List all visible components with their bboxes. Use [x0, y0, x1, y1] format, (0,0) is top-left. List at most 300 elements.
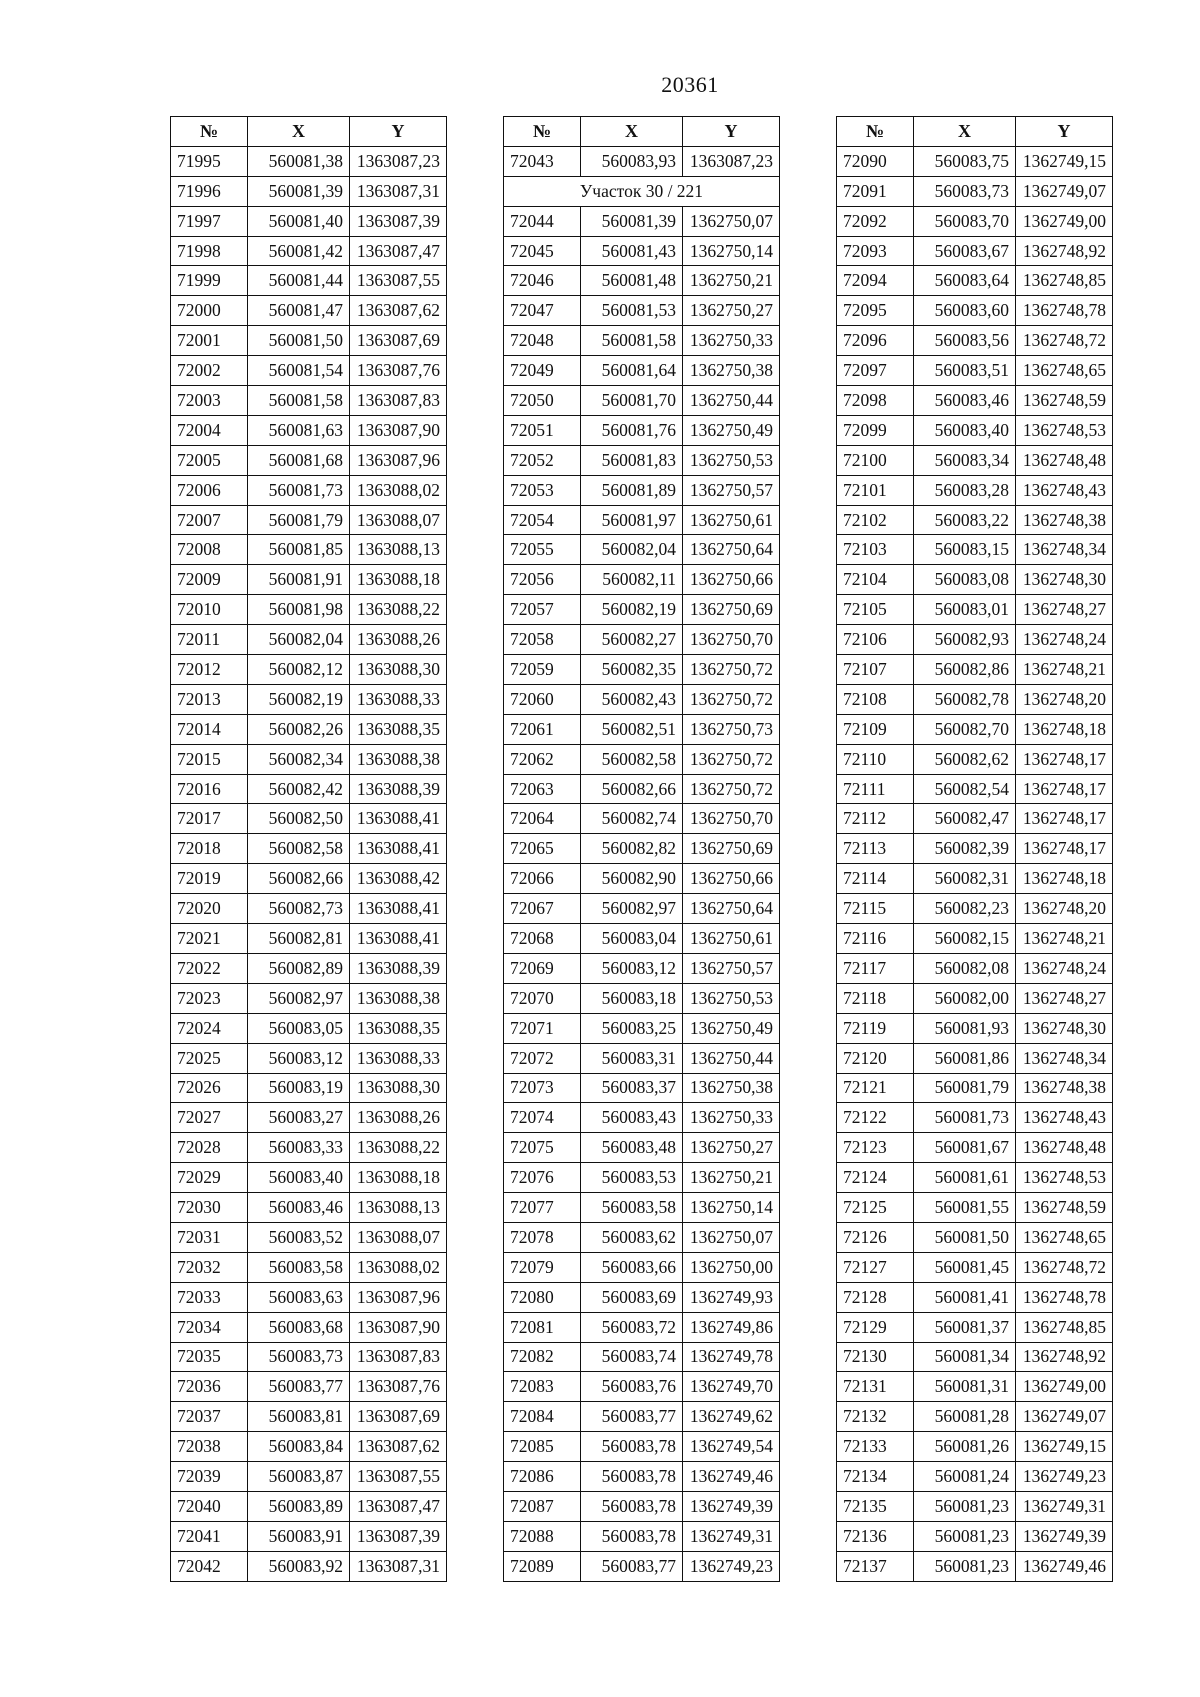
x-coordinate-cell: 560081,97	[581, 505, 683, 535]
x-coordinate-cell: 560083,37	[581, 1073, 683, 1103]
x-coordinate-cell: 560082,90	[581, 864, 683, 894]
x-coordinate-cell: 560082,43	[581, 684, 683, 714]
y-coordinate-cell: 1362748,53	[1016, 415, 1113, 445]
point-number-cell: 72124	[837, 1163, 914, 1193]
x-coordinate-cell: 560083,04	[581, 924, 683, 954]
table-row	[837, 146, 1113, 176]
x-coordinate-cell: 560081,79	[248, 505, 350, 535]
point-number-cell: 72136	[837, 1521, 914, 1551]
table-row	[837, 415, 1113, 445]
y-coordinate-cell: 1363087,39	[350, 1521, 447, 1551]
table-row	[837, 1312, 1113, 1342]
header-x: X	[914, 117, 1016, 147]
x-coordinate-cell: 560083,52	[248, 1222, 350, 1252]
x-coordinate-cell: 560082,62	[914, 744, 1016, 774]
y-coordinate-cell: 1363087,90	[350, 415, 447, 445]
x-coordinate-cell: 560081,39	[248, 176, 350, 206]
x-coordinate-cell: 560081,41	[914, 1282, 1016, 1312]
x-coordinate-cell: 560082,39	[914, 834, 1016, 864]
table-row	[504, 475, 780, 505]
y-coordinate-cell: 1362748,17	[1016, 774, 1113, 804]
x-coordinate-cell: 560082,19	[581, 595, 683, 625]
x-coordinate-cell: 560083,78	[581, 1462, 683, 1492]
point-number-cell: 72123	[837, 1133, 914, 1163]
point-number-cell: 72074	[504, 1103, 581, 1133]
x-coordinate-cell: 560081,63	[248, 415, 350, 445]
table-row	[504, 1103, 780, 1133]
y-coordinate-cell: 1363088,18	[350, 1163, 447, 1193]
x-coordinate-cell: 560081,26	[914, 1432, 1016, 1462]
table-row	[837, 804, 1113, 834]
x-coordinate-cell: 560081,48	[581, 266, 683, 296]
x-coordinate-cell: 560082,31	[914, 864, 1016, 894]
y-coordinate-cell: 1362750,14	[683, 236, 780, 266]
y-coordinate-cell: 1362749,93	[683, 1282, 780, 1312]
table-row	[837, 176, 1113, 206]
point-number-cell: 72113	[837, 834, 914, 864]
y-coordinate-cell: 1363088,41	[350, 924, 447, 954]
x-coordinate-cell: 560082,82	[581, 834, 683, 864]
table-row	[171, 684, 447, 714]
table-row	[504, 1312, 780, 1342]
y-coordinate-cell: 1363088,38	[350, 744, 447, 774]
x-coordinate-cell: 560083,77	[248, 1372, 350, 1402]
table-row	[837, 744, 1113, 774]
y-coordinate-cell: 1362749,31	[1016, 1491, 1113, 1521]
point-number-cell: 72086	[504, 1462, 581, 1492]
y-coordinate-cell: 1363087,96	[350, 1282, 447, 1312]
point-number-cell: 72053	[504, 475, 581, 505]
header-number: №	[504, 117, 581, 147]
table-row	[171, 714, 447, 744]
y-coordinate-cell: 1363087,55	[350, 1462, 447, 1492]
point-number-cell: 72030	[171, 1193, 248, 1223]
point-number-cell: 72120	[837, 1043, 914, 1073]
point-number-cell: 72084	[504, 1402, 581, 1432]
table-row	[504, 1043, 780, 1073]
y-coordinate-cell: 1362750,33	[683, 326, 780, 356]
point-number-cell: 72131	[837, 1372, 914, 1402]
y-coordinate-cell: 1362750,49	[683, 415, 780, 445]
table-row	[171, 983, 447, 1013]
table-row	[504, 356, 780, 386]
x-coordinate-cell: 560082,74	[581, 804, 683, 834]
table-row	[504, 714, 780, 744]
x-coordinate-cell: 560083,56	[914, 326, 1016, 356]
point-number-cell: 72130	[837, 1342, 914, 1372]
table-row	[837, 1342, 1113, 1372]
y-coordinate-cell: 1362750,64	[683, 535, 780, 565]
point-number-cell: 72071	[504, 1013, 581, 1043]
y-coordinate-cell: 1363087,39	[350, 206, 447, 236]
y-coordinate-cell: 1362748,59	[1016, 386, 1113, 416]
table-row	[171, 146, 447, 176]
table-row	[504, 1163, 780, 1193]
x-coordinate-cell: 560083,34	[914, 445, 1016, 475]
table-row	[171, 1462, 447, 1492]
table-row	[171, 834, 447, 864]
y-coordinate-cell: 1362749,46	[683, 1462, 780, 1492]
y-coordinate-cell: 1362748,85	[1016, 266, 1113, 296]
y-coordinate-cell: 1362749,46	[1016, 1551, 1113, 1581]
x-coordinate-cell: 560083,66	[581, 1252, 683, 1282]
y-coordinate-cell: 1363087,31	[350, 176, 447, 206]
x-coordinate-cell: 560082,42	[248, 774, 350, 804]
table-row	[837, 1551, 1113, 1581]
header-x: X	[248, 117, 350, 147]
point-number-cell: 72110	[837, 744, 914, 774]
x-coordinate-cell: 560081,47	[248, 296, 350, 326]
table-row	[504, 1282, 780, 1312]
y-coordinate-cell: 1362748,18	[1016, 864, 1113, 894]
x-coordinate-cell: 560083,76	[581, 1372, 683, 1402]
x-coordinate-cell: 560083,91	[248, 1521, 350, 1551]
point-number-cell: 72016	[171, 774, 248, 804]
y-coordinate-cell: 1363088,35	[350, 714, 447, 744]
point-number-cell: 72058	[504, 625, 581, 655]
table-row	[171, 595, 447, 625]
y-coordinate-cell: 1363088,39	[350, 774, 447, 804]
y-coordinate-cell: 1363088,13	[350, 1193, 447, 1223]
x-coordinate-cell: 560081,73	[914, 1103, 1016, 1133]
x-coordinate-cell: 560081,70	[581, 386, 683, 416]
y-coordinate-cell: 1362748,27	[1016, 983, 1113, 1013]
point-number-cell: 72078	[504, 1222, 581, 1252]
table-row	[171, 565, 447, 595]
y-coordinate-cell: 1362750,21	[683, 1163, 780, 1193]
y-coordinate-cell: 1363088,18	[350, 565, 447, 595]
table-row	[171, 894, 447, 924]
x-coordinate-cell: 560081,23	[914, 1491, 1016, 1521]
point-number-cell: 72089	[504, 1551, 581, 1581]
x-coordinate-cell: 560083,33	[248, 1133, 350, 1163]
y-coordinate-cell: 1362748,17	[1016, 834, 1113, 864]
table-row	[171, 1372, 447, 1402]
table-row	[504, 655, 780, 685]
y-coordinate-cell: 1363087,62	[350, 296, 447, 326]
y-coordinate-cell: 1363087,23	[350, 146, 447, 176]
x-coordinate-cell: 560082,26	[248, 714, 350, 744]
point-number-cell: 72133	[837, 1432, 914, 1462]
table-row	[171, 804, 447, 834]
table-row	[837, 1252, 1113, 1282]
point-number-cell: 72008	[171, 535, 248, 565]
y-coordinate-cell: 1362748,78	[1016, 296, 1113, 326]
point-number-cell: 72029	[171, 1163, 248, 1193]
x-coordinate-cell: 560083,64	[914, 266, 1016, 296]
y-coordinate-cell: 1363087,76	[350, 356, 447, 386]
x-coordinate-cell: 560081,58	[248, 386, 350, 416]
x-coordinate-cell: 560081,23	[914, 1551, 1016, 1581]
x-coordinate-cell: 560083,75	[914, 146, 1016, 176]
x-coordinate-cell: 560081,83	[581, 445, 683, 475]
table-row	[171, 535, 447, 565]
x-coordinate-cell: 560083,05	[248, 1013, 350, 1043]
x-coordinate-cell: 560083,08	[914, 565, 1016, 595]
table-row	[504, 146, 780, 176]
point-number-cell: 72061	[504, 714, 581, 744]
table-row	[171, 505, 447, 535]
table-row	[171, 415, 447, 445]
point-number-cell: 72056	[504, 565, 581, 595]
x-coordinate-cell: 560083,58	[248, 1252, 350, 1282]
point-number-cell: 72022	[171, 953, 248, 983]
point-number-cell: 72027	[171, 1103, 248, 1133]
x-coordinate-cell: 560083,01	[914, 595, 1016, 625]
x-coordinate-cell: 560081,73	[248, 475, 350, 505]
y-coordinate-cell: 1362748,59	[1016, 1193, 1113, 1223]
point-number-cell: 72023	[171, 983, 248, 1013]
y-coordinate-cell: 1362750,27	[683, 1133, 780, 1163]
table-row	[504, 326, 780, 356]
point-number-cell: 72043	[504, 146, 581, 176]
point-number-cell: 72119	[837, 1013, 914, 1043]
point-number-cell: 72097	[837, 356, 914, 386]
point-number-cell: 72107	[837, 655, 914, 685]
point-number-cell: 72100	[837, 445, 914, 475]
table-header-row	[171, 117, 447, 147]
x-coordinate-cell: 560081,24	[914, 1462, 1016, 1492]
table-row	[171, 296, 447, 326]
point-number-cell: 72103	[837, 535, 914, 565]
table-row	[837, 565, 1113, 595]
x-coordinate-cell: 560083,73	[914, 176, 1016, 206]
point-number-cell: 71999	[171, 266, 248, 296]
y-coordinate-cell: 1362749,78	[683, 1342, 780, 1372]
x-coordinate-cell: 560083,69	[581, 1282, 683, 1312]
point-number-cell: 72125	[837, 1193, 914, 1223]
table-row	[504, 1462, 780, 1492]
y-coordinate-cell: 1363088,41	[350, 834, 447, 864]
point-number-cell: 72132	[837, 1402, 914, 1432]
table-row	[171, 176, 447, 206]
x-coordinate-cell: 560083,46	[248, 1193, 350, 1223]
y-coordinate-cell: 1363088,07	[350, 1222, 447, 1252]
x-coordinate-cell: 560081,37	[914, 1312, 1016, 1342]
x-coordinate-cell: 560083,48	[581, 1133, 683, 1163]
table-row	[171, 1073, 447, 1103]
y-coordinate-cell: 1362748,78	[1016, 1282, 1113, 1312]
x-coordinate-cell: 560083,15	[914, 535, 1016, 565]
y-coordinate-cell: 1362750,72	[683, 744, 780, 774]
y-coordinate-cell: 1363088,38	[350, 983, 447, 1013]
y-coordinate-cell: 1362749,86	[683, 1312, 780, 1342]
table-row	[504, 983, 780, 1013]
table-row	[504, 1342, 780, 1372]
point-number-cell: 72026	[171, 1073, 248, 1103]
y-coordinate-cell: 1362748,92	[1016, 1342, 1113, 1372]
x-coordinate-cell: 560083,81	[248, 1402, 350, 1432]
x-coordinate-cell: 560082,89	[248, 953, 350, 983]
x-coordinate-cell: 560081,89	[581, 475, 683, 505]
point-number-cell: 72114	[837, 864, 914, 894]
y-coordinate-cell: 1363088,30	[350, 1073, 447, 1103]
table-row	[504, 1073, 780, 1103]
table-row	[171, 1252, 447, 1282]
y-coordinate-cell: 1362748,24	[1016, 953, 1113, 983]
y-coordinate-cell: 1362749,15	[1016, 1432, 1113, 1462]
point-number-cell: 72064	[504, 804, 581, 834]
x-coordinate-cell: 560081,54	[248, 356, 350, 386]
point-number-cell: 72015	[171, 744, 248, 774]
point-number-cell: 72039	[171, 1462, 248, 1492]
point-number-cell: 72032	[171, 1252, 248, 1282]
point-number-cell: 72033	[171, 1282, 248, 1312]
table-row	[171, 1013, 447, 1043]
y-coordinate-cell: 1362749,54	[683, 1432, 780, 1462]
table-row	[837, 834, 1113, 864]
table-row	[171, 1193, 447, 1223]
table-row	[504, 625, 780, 655]
table-row	[504, 1133, 780, 1163]
point-number-cell: 71997	[171, 206, 248, 236]
x-coordinate-cell: 560082,58	[581, 744, 683, 774]
table-row	[837, 894, 1113, 924]
x-coordinate-cell: 560083,28	[914, 475, 1016, 505]
point-number-cell: 72118	[837, 983, 914, 1013]
x-coordinate-cell: 560081,55	[914, 1193, 1016, 1223]
x-coordinate-cell: 560083,40	[914, 415, 1016, 445]
y-coordinate-cell: 1362750,38	[683, 356, 780, 386]
x-coordinate-cell: 560081,76	[581, 415, 683, 445]
y-coordinate-cell: 1363087,47	[350, 1491, 447, 1521]
table-row	[171, 744, 447, 774]
y-coordinate-cell: 1362748,38	[1016, 1073, 1113, 1103]
point-number-cell: 72036	[171, 1372, 248, 1402]
x-coordinate-cell: 560083,78	[581, 1521, 683, 1551]
x-coordinate-cell: 560081,38	[248, 146, 350, 176]
y-coordinate-cell: 1362750,72	[683, 774, 780, 804]
x-coordinate-cell: 560083,84	[248, 1432, 350, 1462]
point-number-cell: 72067	[504, 894, 581, 924]
table-row	[504, 1432, 780, 1462]
point-number-cell: 72060	[504, 684, 581, 714]
header-y: Y	[350, 117, 447, 147]
table-row	[171, 655, 447, 685]
y-coordinate-cell: 1362749,07	[1016, 1402, 1113, 1432]
y-coordinate-cell: 1362749,00	[1016, 206, 1113, 236]
y-coordinate-cell: 1362748,34	[1016, 535, 1113, 565]
point-number-cell: 72069	[504, 953, 581, 983]
y-coordinate-cell: 1362749,23	[683, 1551, 780, 1581]
x-coordinate-cell: 560083,77	[581, 1551, 683, 1581]
point-number-cell: 72108	[837, 684, 914, 714]
table-body	[171, 146, 447, 1581]
x-coordinate-cell: 560081,44	[248, 266, 350, 296]
point-number-cell: 72077	[504, 1193, 581, 1223]
y-coordinate-cell: 1362750,57	[683, 953, 780, 983]
point-number-cell: 72042	[171, 1551, 248, 1581]
y-coordinate-cell: 1362748,30	[1016, 565, 1113, 595]
table-row	[171, 475, 447, 505]
x-coordinate-cell: 560082,97	[581, 894, 683, 924]
point-number-cell: 72017	[171, 804, 248, 834]
section-row	[504, 176, 780, 206]
y-coordinate-cell: 1362748,48	[1016, 1133, 1113, 1163]
point-number-cell: 72011	[171, 625, 248, 655]
table-row	[504, 684, 780, 714]
y-coordinate-cell: 1363088,22	[350, 595, 447, 625]
point-number-cell: 72083	[504, 1372, 581, 1402]
table-row	[171, 1432, 447, 1462]
x-coordinate-cell: 560083,22	[914, 505, 1016, 535]
point-number-cell: 72109	[837, 714, 914, 744]
y-coordinate-cell: 1363088,02	[350, 475, 447, 505]
table-row	[837, 1193, 1113, 1223]
y-coordinate-cell: 1363087,69	[350, 326, 447, 356]
y-coordinate-cell: 1362748,43	[1016, 1103, 1113, 1133]
x-coordinate-cell: 560081,91	[248, 565, 350, 595]
coordinates-table-3	[836, 116, 1113, 1582]
point-number-cell: 72070	[504, 983, 581, 1013]
point-number-cell: 72082	[504, 1342, 581, 1372]
x-coordinate-cell: 560081,58	[581, 326, 683, 356]
point-number-cell: 72063	[504, 774, 581, 804]
point-number-cell: 72052	[504, 445, 581, 475]
table-row	[837, 266, 1113, 296]
x-coordinate-cell: 560083,58	[581, 1193, 683, 1223]
table-row	[171, 326, 447, 356]
point-number-cell: 72004	[171, 415, 248, 445]
point-number-cell: 72065	[504, 834, 581, 864]
x-coordinate-cell: 560081,61	[914, 1163, 1016, 1193]
y-coordinate-cell: 1362748,18	[1016, 714, 1113, 744]
point-number-cell: 72128	[837, 1282, 914, 1312]
y-coordinate-cell: 1362750,70	[683, 625, 780, 655]
point-number-cell: 72006	[171, 475, 248, 505]
point-number-cell: 72121	[837, 1073, 914, 1103]
point-number-cell: 72081	[504, 1312, 581, 1342]
table-row	[837, 1133, 1113, 1163]
table-row	[504, 894, 780, 924]
y-coordinate-cell: 1362750,07	[683, 206, 780, 236]
table-row	[171, 953, 447, 983]
point-number-cell: 72062	[504, 744, 581, 774]
table-row	[504, 1402, 780, 1432]
point-number-cell: 72101	[837, 475, 914, 505]
x-coordinate-cell: 560081,64	[581, 356, 683, 386]
table-row	[837, 1282, 1113, 1312]
table-row	[504, 1551, 780, 1581]
point-number-cell: 72002	[171, 356, 248, 386]
point-number-cell: 72014	[171, 714, 248, 744]
point-number-cell: 72112	[837, 804, 914, 834]
table-row	[837, 953, 1113, 983]
table-row	[504, 864, 780, 894]
y-coordinate-cell: 1362749,23	[1016, 1462, 1113, 1492]
y-coordinate-cell: 1362750,66	[683, 565, 780, 595]
y-coordinate-cell: 1363088,41	[350, 894, 447, 924]
point-number-cell: 72055	[504, 535, 581, 565]
x-coordinate-cell: 560082,93	[914, 625, 1016, 655]
point-number-cell: 72102	[837, 505, 914, 535]
y-coordinate-cell: 1362748,92	[1016, 236, 1113, 266]
point-number-cell: 72035	[171, 1342, 248, 1372]
point-number-cell: 72116	[837, 924, 914, 954]
x-coordinate-cell: 560083,53	[581, 1163, 683, 1193]
table-row	[504, 296, 780, 326]
table-row	[837, 1043, 1113, 1073]
point-number-cell: 72054	[504, 505, 581, 535]
point-number-cell: 72137	[837, 1551, 914, 1581]
x-coordinate-cell: 560083,67	[914, 236, 1016, 266]
y-coordinate-cell: 1363088,33	[350, 684, 447, 714]
point-number-cell: 72092	[837, 206, 914, 236]
table-row	[837, 505, 1113, 535]
header-y: Y	[683, 117, 780, 147]
x-coordinate-cell: 560082,78	[914, 684, 1016, 714]
y-coordinate-cell: 1362749,31	[683, 1521, 780, 1551]
